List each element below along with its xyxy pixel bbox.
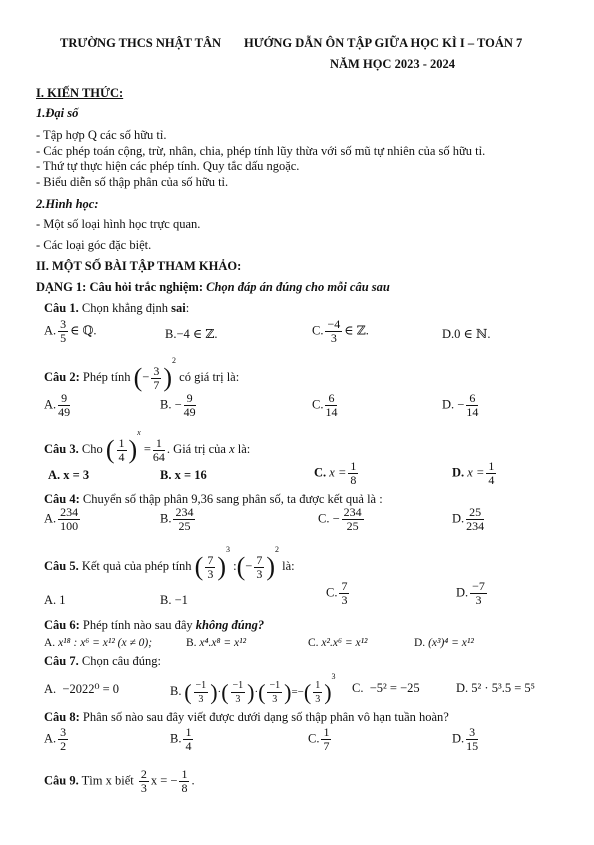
- question-tail: là:: [237, 442, 251, 456]
- question-text: Kết quả của phép tính: [81, 559, 192, 573]
- algebra-title: 1.Đại số: [36, 106, 79, 120]
- option-letter: A.: [44, 323, 57, 338]
- question-label: Câu 3.: [44, 442, 79, 456]
- option-letter: C.: [308, 637, 319, 649]
- option-expression: x².x⁶ = x¹²: [321, 637, 368, 649]
- option-letter: B.: [160, 511, 172, 526]
- equation-middle: x = −: [150, 773, 178, 788]
- q1-option-c[interactable]: [312, 318, 369, 345]
- option-letter: D.: [452, 731, 465, 746]
- q2-option-b[interactable]: B. − $\frac{9}{49}$: [160, 391, 196, 419]
- fraction: $\frac{-4}{3}$: [327, 317, 341, 345]
- option-letter: A.: [44, 397, 57, 412]
- q4-option-b[interactable]: B. $\frac{234}{25}$: [160, 505, 194, 533]
- option-letter: B.: [160, 397, 172, 412]
- question-9: Câu 9. Tìm x biết $\frac{2}{3}$ x = − $\frac{1}{8}$ .: [44, 767, 195, 795]
- q1-option-b[interactable]: B.−4 ∈ ℤ.: [165, 327, 218, 341]
- question-text: Chọn câu đúng:: [81, 654, 162, 668]
- section-1-title: I. KIẾN THỨC:: [36, 86, 124, 100]
- option-letter: D.: [442, 397, 455, 412]
- option-letter: A.: [44, 637, 56, 649]
- option-letter: B.: [186, 637, 197, 649]
- option-expression: 5² · 5³.5 = 5⁵: [471, 681, 535, 695]
- option-expression: −2022⁰ = 0: [62, 682, 120, 696]
- question-text: Tìm x biết: [81, 773, 134, 788]
- q7-option-b[interactable]: B. ( $\frac{-1}{3}$ )·( $\frac{-1}{3}$ )·( $\frac{-1}{3}$ )=−( $\frac{1}{3}$ )$^3$: [170, 672, 336, 705]
- option-letter: D.: [452, 465, 465, 480]
- q7-option-a[interactable]: [44, 681, 119, 697]
- question-3: Câu 3. Cho ( $\frac{1}{4}$ )$^x$ = $\frac{1}{64}$ . Giá trị của x là:: [44, 428, 251, 465]
- q6-option-d[interactable]: [414, 637, 474, 649]
- variable: x: [229, 442, 235, 456]
- q7-option-c[interactable]: [352, 681, 420, 696]
- question-text: Cho: [81, 442, 103, 456]
- question-label: Câu 7.: [44, 654, 79, 668]
- q8-option-d[interactable]: D. $\frac{3}{15}$: [452, 725, 479, 753]
- q4-option-d[interactable]: D. $\frac{25}{234}$: [452, 505, 485, 533]
- question-tail: là:: [282, 559, 295, 573]
- school-name: TRƯỜNG THCS NHẬT TÂN: [60, 36, 222, 50]
- option-expression: x¹⁸ : x⁶ = x¹² (x ≠ 0);: [58, 637, 153, 649]
- question-text: Phân số nào sau đây viết được dưới dạng số thập phân vô hạn tuần hoàn?: [82, 710, 449, 724]
- fraction: $\frac{3}{5}$: [60, 317, 67, 345]
- q2-option-a[interactable]: A. $\frac{9}{49}$: [44, 391, 71, 419]
- option-letter: D.: [414, 637, 426, 649]
- q8-option-b[interactable]: B. $\frac{1}{4}$: [170, 725, 192, 753]
- option-letter: A.: [44, 731, 57, 746]
- question-emphasis: không đúng?: [195, 618, 265, 632]
- q1-option-a[interactable]: [44, 318, 97, 345]
- question-2: Câu 2: Phép tính (− $\frac{3}{7}$ )$^2$ có giá trị là:: [44, 356, 240, 393]
- q2-option-c[interactable]: C. $\frac{6}{14}$: [312, 391, 338, 419]
- document-title: HƯỚNG DẪN ÔN TẬP GIỮA HỌC KÌ I – TOÁN 7: [244, 36, 523, 50]
- q7-option-d[interactable]: [456, 681, 535, 696]
- algebra-item: - Tập hợp Q các số hữu tỉ.: [36, 128, 167, 142]
- question-label: Câu 6:: [44, 618, 80, 632]
- colon: :: [185, 301, 190, 315]
- q1-option-d[interactable]: D.0 ∈ ℕ.: [442, 327, 491, 341]
- q4-option-c[interactable]: C. − $\frac{234}{25}$: [318, 505, 362, 533]
- q5-option-b[interactable]: B. −1: [160, 593, 188, 607]
- q6-option-a[interactable]: [44, 637, 152, 649]
- question-4: [44, 492, 383, 507]
- question-label: Câu 9.: [44, 773, 79, 788]
- geometry-title: 2.Hình học:: [36, 197, 99, 211]
- q5-option-a[interactable]: A. 1: [44, 593, 66, 607]
- option-letter: D.: [452, 511, 465, 526]
- option-letter: B.: [170, 731, 182, 746]
- exponent: x: [137, 428, 141, 437]
- option-letter: D.: [456, 681, 469, 695]
- q3-option-b[interactable]: B. x = 16: [160, 468, 207, 482]
- algebra-item: - Các phép toán cộng, trừ, nhân, chia, phép tính lũy thừa với số mũ tự nhiên của số hữu tỉ.: [36, 144, 486, 158]
- geometry-item: - Một số loại hình học trực quan.: [36, 217, 201, 231]
- equals: =: [143, 442, 151, 456]
- question-label: Câu 4:: [44, 492, 80, 506]
- school-year: NĂM HỌC 2023 - 2024: [330, 57, 455, 71]
- dang1-label: DẠNG 1: Câu hỏi trắc nghiệm:: [36, 280, 204, 294]
- question-label: Câu 1.: [44, 301, 79, 315]
- option-letter: C. −: [318, 511, 340, 526]
- q6-option-b[interactable]: [186, 637, 246, 649]
- question-6: [44, 618, 264, 633]
- option-letter: D.: [456, 585, 469, 600]
- option-letter: C.: [312, 397, 324, 412]
- option-expression: (x³)⁴ = x¹²: [428, 637, 474, 649]
- option-letter: A.: [44, 511, 57, 526]
- option-expression: −5² = −25: [369, 681, 420, 695]
- exponent: 2: [172, 356, 177, 365]
- question-tail: . Giá trị của: [166, 442, 226, 456]
- question-tail: có giá trị là:: [179, 370, 240, 384]
- option-expression: x⁴.x⁸ = x¹²: [199, 637, 247, 649]
- q3-option-a[interactable]: A. x = 3: [48, 468, 90, 482]
- question-text: Phép tính: [82, 370, 131, 384]
- question-5: Câu 5. Kết quả của phép tính ( $\frac{7}{3}$ )$^3$ :(− $\frac{7}{3}$ )$^2$ là:: [44, 545, 295, 582]
- q3-option-d[interactable]: D. x = $\frac{1}{4}$: [452, 459, 495, 487]
- dang1-heading: [36, 280, 390, 295]
- period: .: [191, 773, 195, 788]
- q8-option-a[interactable]: A. $\frac{3}{2}$: [44, 725, 67, 753]
- option-text: x =: [329, 465, 347, 480]
- q8-option-c[interactable]: C. $\frac{1}{7}$: [308, 725, 330, 753]
- dang1-instruction: Chọn đáp án đúng cho mỗi câu sau: [206, 280, 390, 294]
- q5-option-c[interactable]: C. $\frac{7}{3}$: [326, 579, 348, 607]
- question-label: Câu 5.: [44, 559, 79, 573]
- option-letter: C.: [326, 585, 338, 600]
- question-text: Chọn khẳng định: [81, 301, 168, 315]
- option-letter: B.: [170, 684, 182, 698]
- question-emphasis: sai: [171, 301, 186, 315]
- question-text: Phép tính nào sau đây: [82, 618, 193, 632]
- question-7: [44, 654, 161, 669]
- q3-option-c[interactable]: C. x = $\frac{1}{8}$: [314, 459, 357, 487]
- operator: :: [233, 559, 237, 573]
- algebra-item: - Thứ tự thực hiện các phép tính. Quy tắc dấu ngoặc.: [36, 159, 300, 173]
- q6-option-c[interactable]: [308, 637, 367, 649]
- q5-option-d[interactable]: D. $\frac{-7}{3}$: [456, 579, 485, 607]
- option-letter: A.: [44, 682, 57, 696]
- option-text: ∈ ℚ.: [70, 323, 97, 338]
- q4-option-a[interactable]: A. $\frac{234}{100}$: [44, 505, 79, 533]
- question-1: [44, 301, 189, 316]
- geometry-item: - Các loại góc đặc biệt.: [36, 238, 152, 252]
- question-label: Câu 2:: [44, 370, 80, 384]
- section-2-title: II. MỘT SỐ BÀI TẬP THAM KHẢO:: [36, 259, 242, 273]
- option-letter: C.: [352, 681, 364, 695]
- option-text: x =: [467, 465, 485, 480]
- exponent: 2: [275, 545, 280, 554]
- option-letter: C.: [308, 731, 320, 746]
- question-label: Câu 8:: [44, 710, 80, 724]
- question-text: Chuyển số thập phân 9,36 sang phân số, ta được kết quả là :: [82, 492, 383, 506]
- question-8: [44, 710, 449, 725]
- algebra-item: - Biểu diễn số thập phân của số hữu tỉ.: [36, 175, 229, 189]
- exponent: 3: [226, 545, 231, 554]
- option-letter: C.: [314, 465, 327, 480]
- fraction: $\frac{3}{7}$: [153, 363, 160, 392]
- q2-option-d[interactable]: D. − $\frac{6}{14}$: [442, 391, 479, 419]
- option-letter: C.: [312, 323, 324, 338]
- option-text: ∈ ℤ.: [344, 323, 369, 338]
